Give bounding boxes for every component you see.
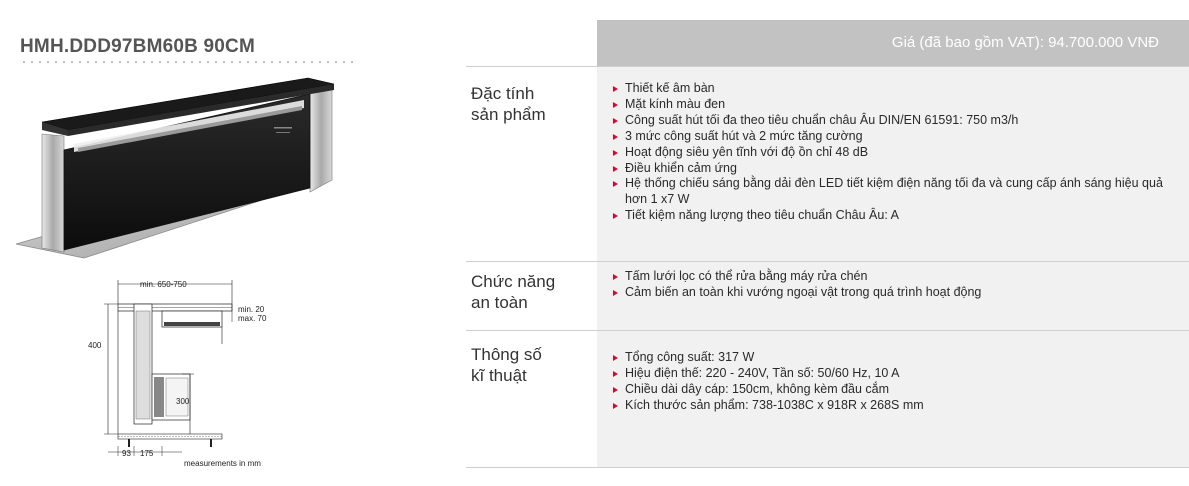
- dim-height-label: 400: [88, 341, 102, 350]
- list-item: Hoạt động siêu yên tĩnh với độ ồn chỉ 48 dB: [611, 145, 1176, 161]
- list-item: Điều khiển cảm ứng: [611, 161, 1176, 177]
- list-item: Tấm lưới lọc có thể rửa bằng máy rửa chén: [611, 269, 981, 285]
- list-item: Mặt kính màu đen: [611, 97, 1176, 113]
- section-label-features: Đặc tính sản phẩm: [471, 84, 546, 124]
- product-title: HMH.DDD97BM60B 90CM: [20, 36, 256, 57]
- spec-table: [466, 20, 1189, 470]
- list-item: Hiệu điện thế: 220 - 240V, Tần số: 50/60 Hz, 10 A: [611, 366, 924, 382]
- price-text: Giá (đã bao gồm VAT): 94.700.000 VNĐ: [891, 34, 1159, 51]
- dim-top-label: min. 650-750: [140, 280, 187, 289]
- units-label: measurements in mm: [184, 459, 261, 468]
- list-item: Công suất hút tối đa theo tiêu chuẩn châu Âu DIN/EN 61591: 750 m3/h: [611, 113, 1176, 129]
- features-list: [611, 81, 1176, 224]
- installation-diagram: [82, 274, 342, 474]
- list-item: Tổng công suất: 317 W: [611, 350, 924, 366]
- title-dotted-divider: [20, 61, 355, 63]
- list-item: Cảm biến an toàn khi vướng ngoại vật trong quá trình hoạt động: [611, 285, 981, 301]
- list-item: 3 mức công suất hút và 2 mức tăng cường: [611, 129, 1176, 145]
- list-item: Chiều dài dây cáp: 150cm, không kèm đầu cắm: [611, 382, 924, 398]
- section-label-safety: Chức năng an toàn: [471, 272, 556, 312]
- list-item: Thiết kế âm bàn: [611, 81, 1176, 97]
- table-divider: [466, 467, 1189, 468]
- dim-inner-label: 300: [176, 397, 190, 406]
- dim-max-label: max. 70: [238, 314, 267, 323]
- safety-list: [611, 269, 981, 301]
- list-item: Kích thước sản phẩm: 738-1038C x 918R x 268S mm: [611, 398, 924, 414]
- list-item: Hệ thống chiếu sáng bằng dải đèn LED tiết kiệm điện năng tối đa và cung cấp ánh sáng hiệu quả hơn 1 x7 W: [611, 176, 1176, 208]
- section-label-specs: Thông số kĩ thuật: [471, 345, 542, 385]
- specs-list: [611, 350, 924, 414]
- downdraft-hood-icon: [12, 72, 342, 267]
- list-item: Tiết kiệm năng lượng theo tiêu chuẩn Châu Âu: A: [611, 208, 1176, 224]
- dim-175-label: 175: [140, 449, 154, 458]
- dim-min-label: min. 20: [238, 305, 265, 314]
- price-header: [597, 20, 1189, 66]
- dim-93-label: 93: [122, 449, 131, 458]
- product-panel: [0, 0, 370, 486]
